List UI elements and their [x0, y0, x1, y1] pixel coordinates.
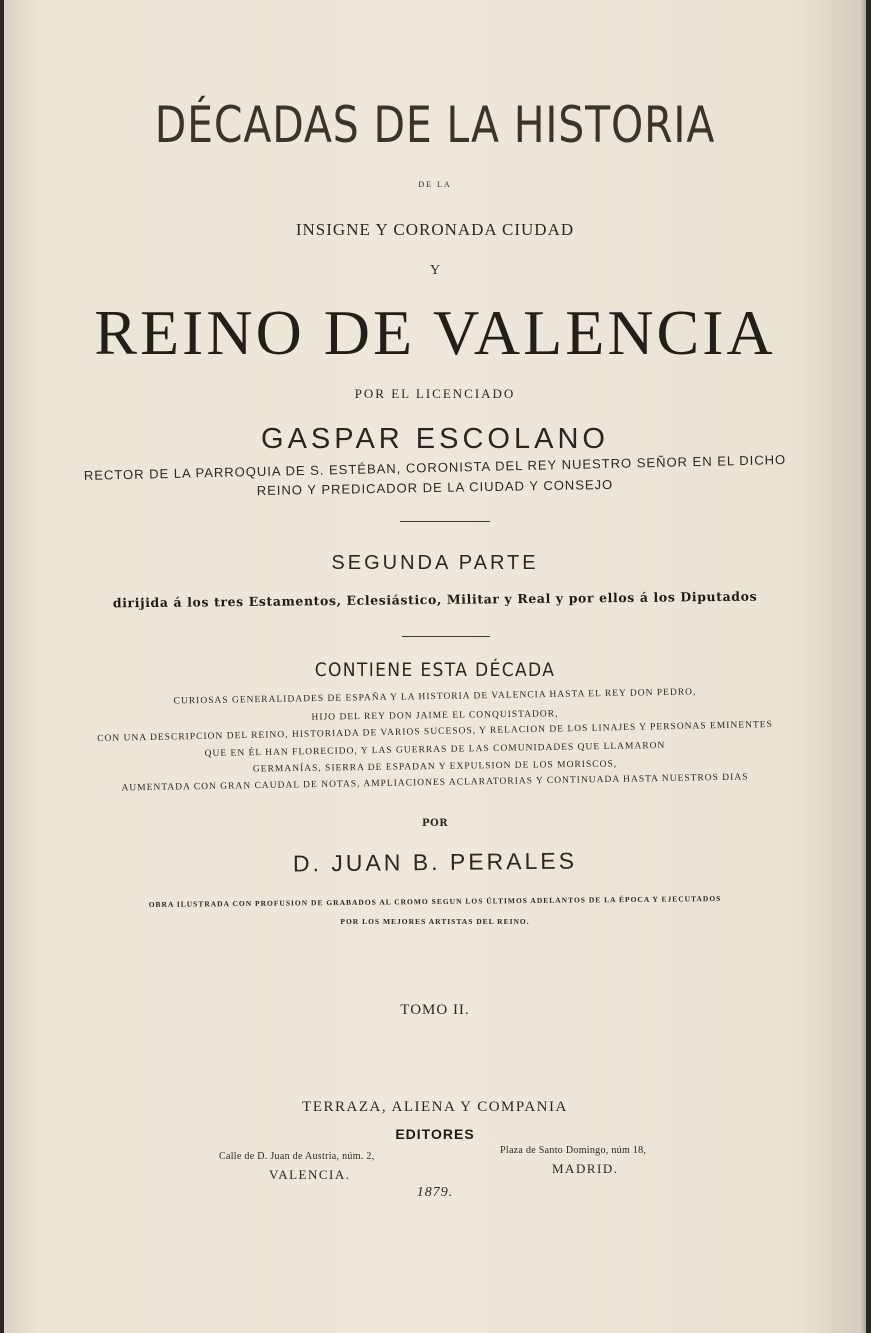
contents-line: AUMENTADA CON GRAN CAUDAL DE NOTAS, AMPLIACIONES ACLARATORIAS Y CONTINUADA HASTA NUESTROS DIAS	[121, 772, 749, 794]
author-description-line2: REINO Y PREDICADOR DE LA CIUDAD Y CONSEJO	[256, 476, 614, 499]
main-title-line3: REINO DE VALENCIA	[94, 297, 776, 368]
author-name: GASPAR ESCOLANO	[261, 423, 609, 455]
contents-line: QUE EN ÉL HAN FLORECIDO, Y LAS GUERRAS DE LAS COMUNIDADES QUE LLAMARON	[204, 740, 666, 760]
illustration-note-line1: OBRA ILUSTRADA CON PROFUSION DE GRABADOS AL CROMO SEGUN LOS ÚLTIMOS ADELANTOS DE LA ÉPOCA Y EJECUTADOS	[148, 894, 722, 909]
editor-prefix: POR	[421, 818, 449, 829]
part-dedication: dirijida á los tres Estamentos, Eclesiástico, Militar y Real y por ellos á los Diputados	[112, 588, 758, 611]
part-heading: SEGUNDA PARTE	[331, 552, 539, 574]
title-connector: DE LA	[418, 180, 452, 189]
main-title-line1: DÉCADAS DE LA HISTORIA	[154, 96, 716, 154]
right-address: Plaza de Santo Domingo, núm 18,	[500, 1145, 647, 1156]
publication-year: 1879.	[416, 1185, 454, 1200]
right-city: MADRID.	[552, 1161, 619, 1176]
divider-rule	[400, 521, 490, 522]
contents-line: HIJO DEL REY DON JAIME EL CONQUISTADOR,	[311, 709, 559, 723]
left-address: Calle de D. Juan de Austria, núm. 2,	[219, 1151, 375, 1162]
contents-line: CURIOSAS GENERALIDADES DE ESPAÑA Y LA HISTORIA DE VALENCIA HASTA EL REY DON PEDRO,	[173, 687, 697, 707]
left-city: VALENCIA.	[269, 1167, 351, 1182]
publisher-name: TERRAZA, ALIENA Y COMPANIA	[302, 1099, 568, 1115]
author-prefix: POR EL LICENCIADO	[354, 386, 516, 401]
divider-rule	[402, 636, 490, 637]
ornament-y: Y	[429, 263, 441, 278]
editor-name: D. JUAN B. PERALES	[292, 847, 578, 877]
contents-line: GERMANÍAS, SIERRA DE ESPADAN Y EXPULSION DE LOS MORISCOS,	[252, 759, 618, 775]
contents-heading: CONTIENE ESTA DÉCADA	[314, 659, 556, 681]
title-page	[4, 0, 866, 1333]
contents-line: CON UNA DESCRIPCION DEL REINO, HISTORIADA DE VARIOS SUCESOS, Y RELACION DE LOS LINAJES Y PERSONAS EMINENTES	[97, 719, 773, 745]
illustration-note-line2: POR LOS MEJORES ARTISTAS DEL REINO.	[340, 917, 530, 926]
author-description-line1: RECTOR DE LA PARROQUIA DE S. ESTÉBAN, CORONISTA DEL REY NUESTRO SEÑOR EN EL DICHO	[83, 452, 787, 483]
title-line2: INSIGNE Y CORONADA CIUDAD	[295, 220, 575, 239]
volume-label: TOMO II.	[400, 1002, 470, 1018]
publisher-role: EDITORES	[395, 1126, 475, 1142]
